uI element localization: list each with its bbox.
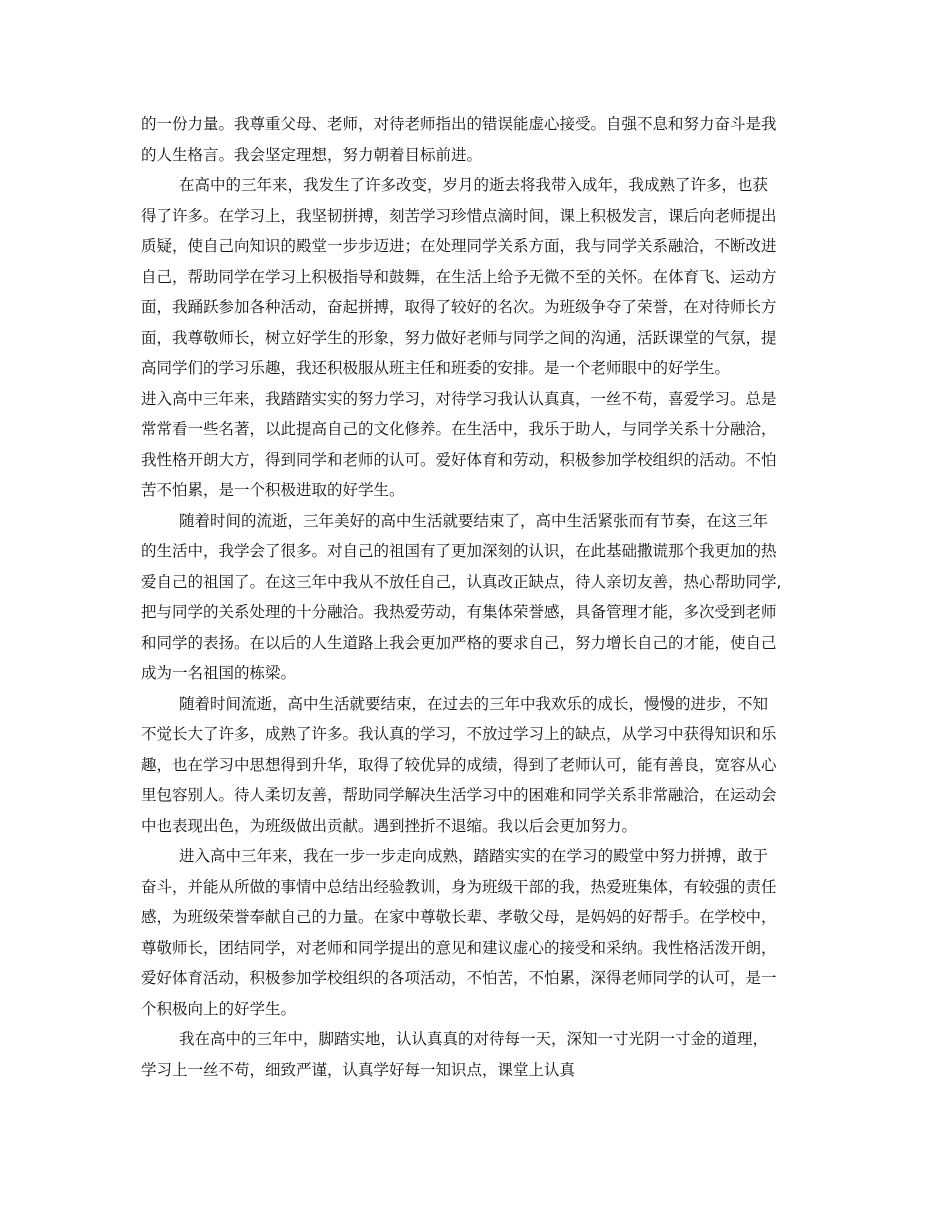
text-line: 的生活中，我学会了很多。对自己的祖国有了更加深刻的认识，在此基础撒谎那个我更加的热 — [141, 542, 777, 560]
text-line: 把与同学的关系处理的十分融洽。我热爱劳动，有集体荣誉感，具备管理才能，多次受到老师 — [141, 603, 777, 621]
text-line: 随着时间的流逝，三年美好的高中生活就要结束了，高中生活紧张而有节奏，在这三年 — [179, 511, 769, 530]
text-line: 进入高中三年来，我在一步一步走向成熟，踏踏实实的在学习的殿堂中努力拼搏，敢于 — [179, 847, 769, 865]
text-line: 我在高中的三年中，脚踏实地，认认真真的对待每一天，深知一寸光阴一寸金的道理， — [179, 1030, 769, 1048]
text-line: 成为一名祖国的栋梁。 — [141, 664, 297, 682]
text-line: 随着时间流逝，高中生活就要结束，在过去的三年中我欢乐的成长，慢慢的进步，不知 — [179, 694, 769, 713]
text-line: 得了许多。在学习上，我坚韧拼搏，刻苦学习珍惜点滴时间，课上积极发言，课后向老师提出 — [141, 206, 777, 225]
text-line: 在高中的三年来，我发生了许多改变，岁月的逝去将我带入成年，我成熟了许多，也获 — [179, 176, 769, 194]
text-line: 奋斗，并能从所做的事情中总结出经验教训，身为班级干部的我，热爱班集体，有较强的责任 — [141, 877, 777, 896]
text-line: 高同学们的学习乐趣，我还积极服从班主任和班委的安排。是一个老师眼中的好学生。 — [141, 359, 731, 377]
text-line: 质疑，使自己向知识的殿堂一步步迈进；在处理同学关系方面，我与同学关系融洽，不断改进 — [141, 237, 777, 255]
text-line: 的人生格言。我会坚定理想，努力朝着目标前进。 — [141, 145, 483, 164]
text-line: 爱好体育活动，积极参加学校组织的各项活动，不怕苦，不怕累，深得老师同学的认可，是一 — [141, 969, 777, 987]
text-line: 自己，帮助同学在学习上积极指导和鼓舞，在生活上给予无微不至的关怀。在体育飞、运动方 — [141, 267, 777, 286]
text-line: 面，我踊跃参加各种活动，奋起拼搏，取得了较好的名次。为班级争夺了荣誉，在对待师长方 — [141, 298, 777, 316]
text-line: 苦不怕累，是一个积极进取的好学生。 — [141, 481, 405, 499]
text-line: 和同学的表扬。在以后的人生道路上我会更加严格的要求自己，努力增长自己的才能，使自己 — [141, 633, 777, 652]
text-line: 进入高中三年来，我踏踏实实的努力学习，对待学习我认认真真，一丝不苟，喜爱学习。总是 — [141, 389, 777, 408]
text-line: 常常看一些名著，以此提高自己的文化修养。在生活中，我乐于助人，与同学关系十分融洽， — [141, 420, 777, 438]
text-line: 趣，也在学习中思想得到升华，取得了较优异的成绩，得到了老师认可，能有善良，宽容从心 — [141, 755, 777, 774]
text-line: 的一份力量。我尊重父母、老师，对待老师指出的错误能虚心接受。自强不息和努力奋斗是我 — [141, 115, 777, 133]
body-text — [141, 109, 810, 1085]
text-line: 学习上一丝不苟，细致严谨，认真学好每一知识点，课堂上认真 — [141, 1060, 576, 1079]
text-line: 我性格开朗大方，得到同学和老师的认可。爱好体育和劳动，积极参加学校组织的活动。不怕 — [141, 450, 777, 469]
text-line: 感，为班级荣誉奉献自己的力量。在家中尊敬长辈、孝敬父母，是妈妈的好帮手。在学校中， — [141, 908, 777, 926]
text-line: 面，我尊敬师长，树立好学生的形象，努力做好老师与同学之间的沟通，活跃课堂的气氛，提 — [141, 328, 777, 347]
text-line: 爱自己的祖国了。在这三年中我从不放任自己，认真改正缺点，待人亲切友善，热心帮助同学, — [141, 572, 782, 591]
text-line: 尊敬师长，团结同学，对老师和同学提出的意见和建议虚心的接受和采纳。我性格活泼开朗， — [141, 938, 777, 957]
text-line: 不觉长大了许多，成熟了许多。我认真的学习，不放过学习上的缺点，从学习中获得知识和乐 — [141, 725, 777, 743]
text-line: 个积极向上的好学生。 — [141, 999, 297, 1018]
text-line: 中也表现出色，为班级做出贡献。遇到挫折不退缩。我以后会更加努力。 — [141, 816, 638, 835]
text-line: 里包容别人。待人柔切友善，帮助同学解决生活学习中的困难和同学关系非常融洽，在运动会 — [141, 786, 777, 804]
